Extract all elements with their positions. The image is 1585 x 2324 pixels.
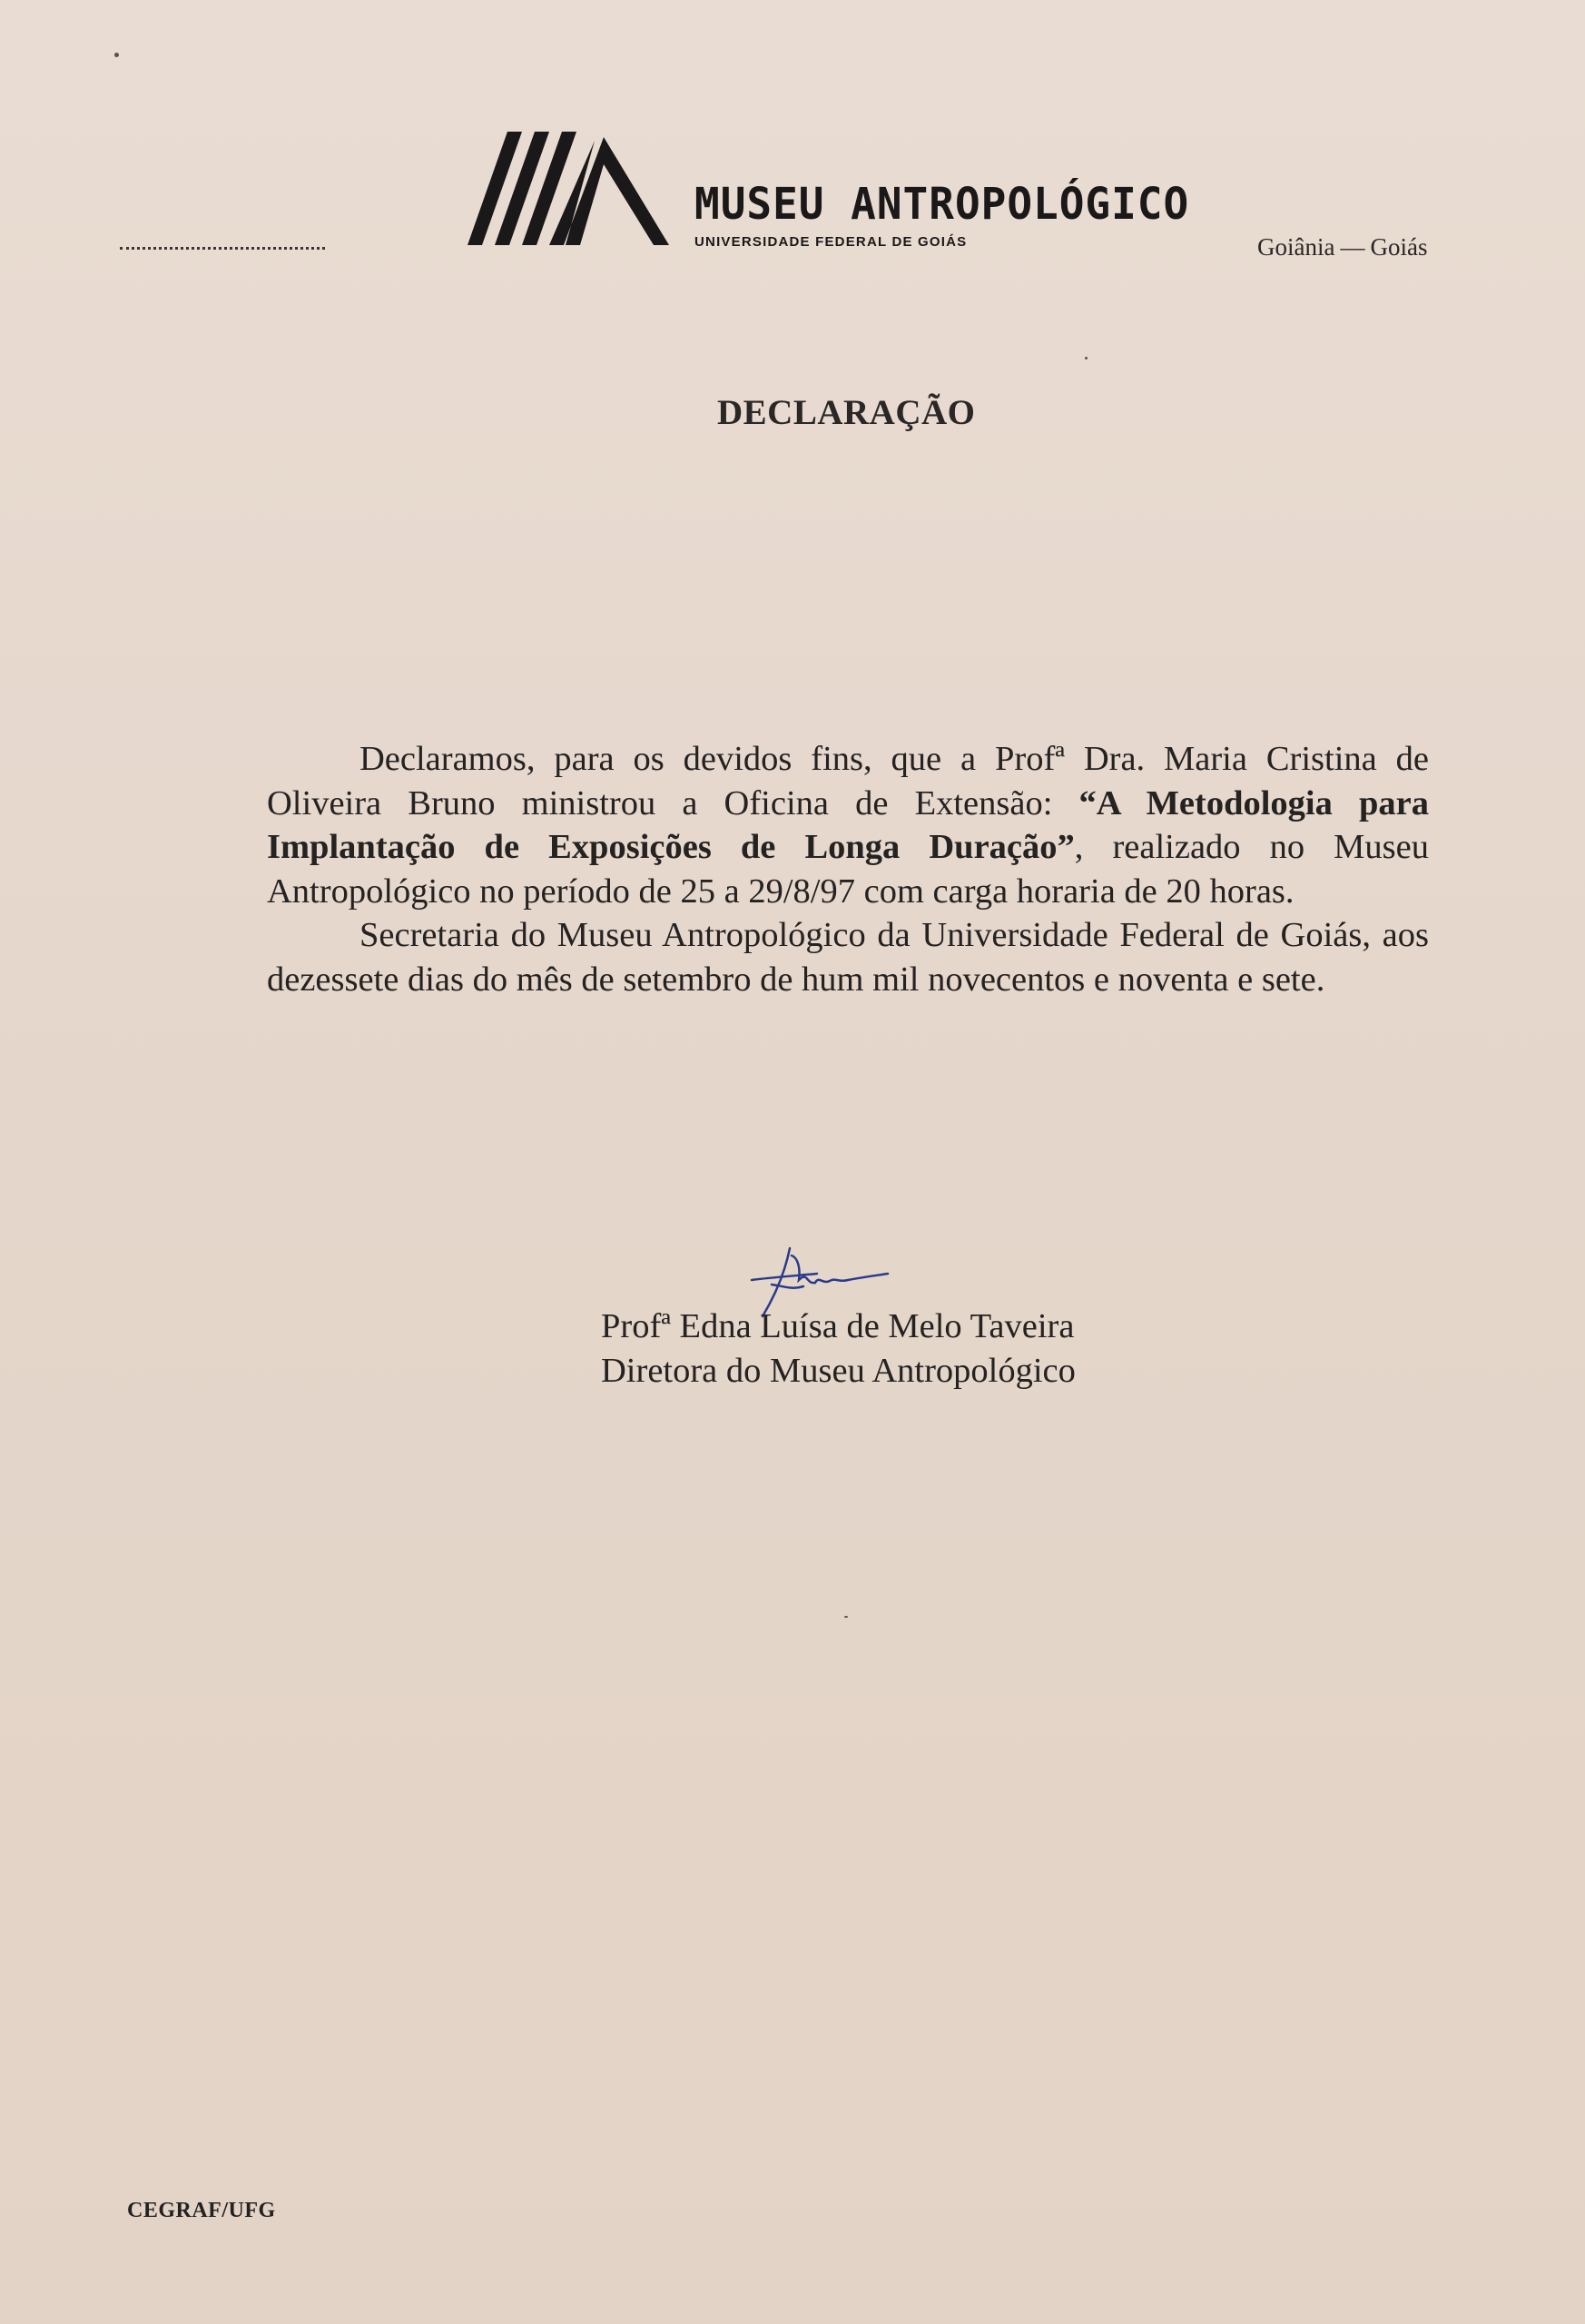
document-title: DECLARAÇÃO: [717, 393, 976, 432]
printer-code: CEGRAF/UFG: [127, 2199, 276, 2222]
paragraph-text-end: , realizado no Museu Antropológico no período de 25 a 29/8/97 com carga horaria de 20 horas.: [267, 828, 1429, 911]
declaration-paragraph: [267, 737, 1429, 913]
dotted-rule: [120, 247, 325, 250]
signatory-role: Diretora do Museu Antropológico: [601, 1352, 1076, 1390]
city: Goiânia: [1257, 233, 1335, 261]
signatory-name: Profª Edna Luísa de Melo Taveira: [601, 1307, 1075, 1345]
museum-name: MUSEU ANTROPOLÓGICO: [694, 177, 1190, 230]
place-line: [1257, 233, 1427, 261]
paper-speck: [1085, 357, 1088, 359]
declaration-body: [267, 737, 1429, 1001]
paper-speck: [114, 53, 119, 57]
state: Goiás: [1370, 233, 1428, 261]
workshop-title: “A Metodologia para Implantação de Exposições de Longa Duração”: [267, 783, 1430, 866]
paragraph-text-start: Declaramos, para os devidos fins, que a Profª Dra. Maria Cristina de Oliveira Bruno ministrou a Oficina de Extensão:: [267, 740, 1429, 822]
paper-speck: [844, 1616, 848, 1618]
museum-logo-icon: [468, 132, 669, 245]
university-name: UNIVERSIDADE FEDERAL DE GOIÁS: [694, 234, 968, 250]
signatory-block: [601, 1305, 1076, 1393]
location-date-paragraph: Secretaria do Museu Antropológico da Universidade Federal de Goiás, aos dezessete dias do mês de setembro de hum mil novecentos e noventa e sete.: [267, 916, 1429, 999]
place-separator: —: [1340, 233, 1365, 261]
